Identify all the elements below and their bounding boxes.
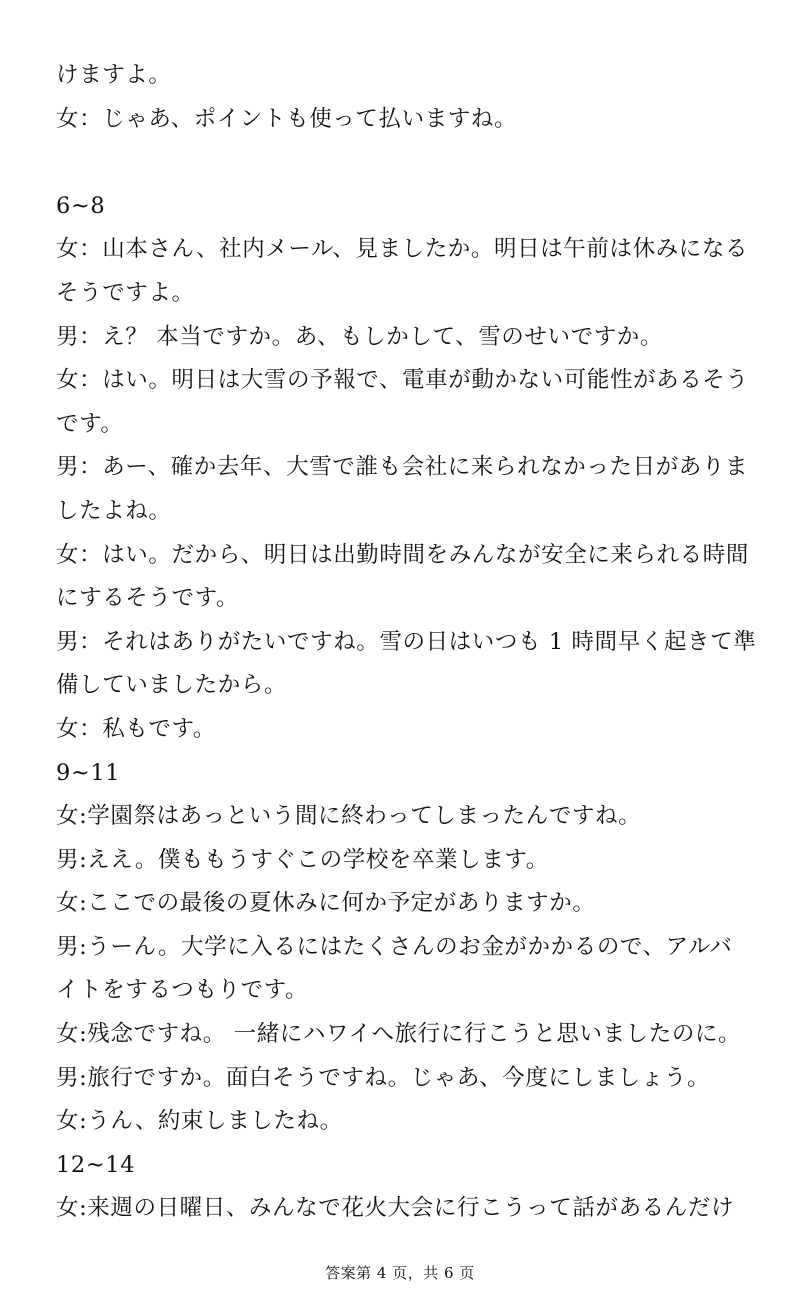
section-heading-9-11: 9~11 [56,759,121,786]
text-line: 男：あー、確か去年、大雪で誰も会社に来られなかった日がありま [56,454,749,481]
section-heading-12-14: 12~14 [56,1151,136,1178]
text-line: 男:旅行ですか。面白そうですね。じゃあ、今度にしましょう。 [56,1064,711,1091]
text-line: 女:ここでの最後の夏休みに何か予定がありますか。 [56,890,596,917]
text-line: 女:残念ですね。 一緒にハワイへ旅行に行こうと思いましたのに。 [56,1021,742,1048]
text-line: 男:うーん。大学に入るにはたくさんのお金がかかるので、アルバ [56,933,733,960]
text-line: そうですよ。 [56,279,195,306]
text-line: 女:学園祭はあっという間に終わってしまったんですね。 [56,803,642,830]
text-line: 男:ええ。僕ももうすぐこの学校を卒業します。 [56,846,549,873]
text-line: けますよ。 [56,62,172,88]
text-line: にするそうです。 [56,585,240,612]
page-footer: 答案第 4 页，共 6 页 [325,1264,475,1282]
text-line: 女：じゃあ、ポイントも使って払いますね。 [56,105,518,132]
text-line: 女:来週の日曜日、みんなで花火大会に行こうって話があるんだけ [56,1195,735,1222]
text-line: 女：山本さん、社内メール、見ましたか。明日は午前は休みになる [56,236,749,263]
text-line: 備していましたから。 [56,672,288,699]
text-line: 男：それはありがたいですね。雪の日はいつも 1 時間早く起きて準 [56,628,757,655]
document-body [56,54,768,1231]
text-line: イトをするつもりです。 [56,977,309,1004]
text-line: です。 [56,410,124,437]
text-line: 男：え？ 本当ですか。あ、もしかして、雪のせいですか。 [56,323,664,350]
text-line: 女:うん、約束しましたね。 [56,1108,343,1135]
text-line: 女：はい。明日は大雪の予報で、電車が動かない可能性があるそう [56,367,749,394]
section-heading-6-8: 6~8 [56,192,106,219]
blank-line [56,141,768,185]
text-line: 女：はい。だから、明日は出勤時間をみんなが安全に来られる時間 [56,541,750,568]
text-line: 女：私もです。 [56,715,216,742]
text-line: したよね。 [56,497,172,524]
